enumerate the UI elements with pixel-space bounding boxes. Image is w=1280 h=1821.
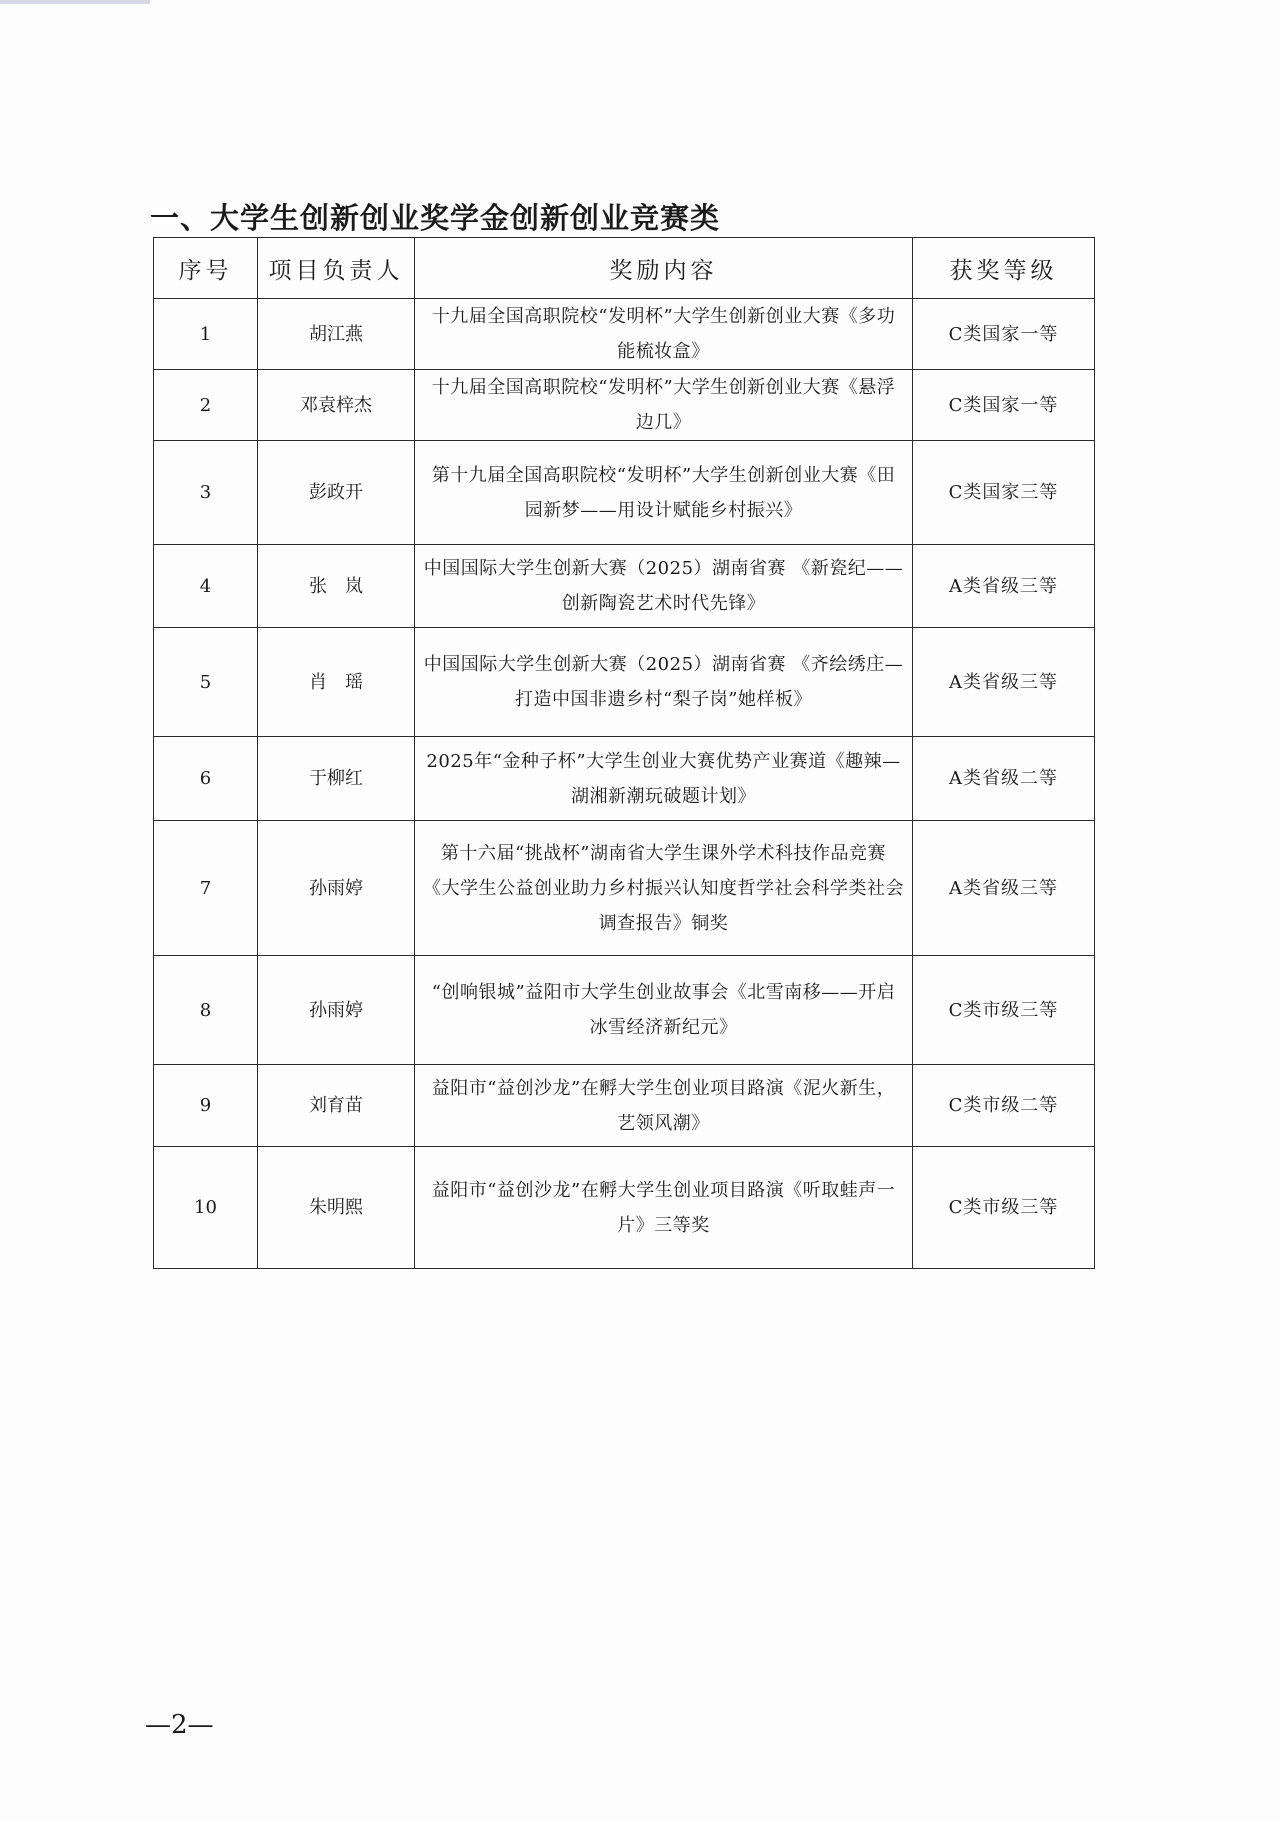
table-row bbox=[154, 1065, 1095, 1147]
row-grade: A类省级三等 bbox=[913, 821, 1095, 956]
row-grade: C类市级三等 bbox=[913, 956, 1095, 1065]
row-seq: 6 bbox=[154, 737, 258, 821]
header-content: 奖励内容 bbox=[415, 238, 913, 299]
table-row bbox=[154, 441, 1095, 545]
table-row bbox=[154, 370, 1095, 441]
row-leader: 胡江燕 bbox=[258, 299, 415, 370]
row-grade: C类国家一等 bbox=[913, 299, 1095, 370]
row-leader: 张 岚 bbox=[258, 545, 415, 628]
row-content: 十九届全国高职院校“发明杯”大学生创新创业大赛《悬浮边几》 bbox=[415, 370, 913, 441]
row-leader: 于柳红 bbox=[258, 737, 415, 821]
row-leader: 彭政开 bbox=[258, 441, 415, 545]
header-seq: 序号 bbox=[154, 238, 258, 299]
table-row bbox=[154, 545, 1095, 628]
header-grade: 获奖等级 bbox=[913, 238, 1095, 299]
scan-edge-mark bbox=[0, 0, 150, 4]
row-leader: 朱明熙 bbox=[258, 1147, 415, 1269]
row-content: 益阳市“益创沙龙”在孵大学生创业项目路演《听取蛙声一片》三等奖 bbox=[415, 1147, 913, 1269]
page-number: —2— bbox=[145, 1710, 214, 1740]
table-header-row bbox=[154, 238, 1095, 299]
row-seq: 1 bbox=[154, 299, 258, 370]
row-grade: C类国家一等 bbox=[913, 370, 1095, 441]
row-grade: A类省级二等 bbox=[913, 737, 1095, 821]
row-seq: 7 bbox=[154, 821, 258, 956]
row-leader: 孙雨婷 bbox=[258, 956, 415, 1065]
row-content: 十九届全国高职院校“发明杯”大学生创新创业大赛《多功能梳妆盒》 bbox=[415, 299, 913, 370]
table-row bbox=[154, 628, 1095, 737]
row-leader: 邓袁梓杰 bbox=[258, 370, 415, 441]
row-seq: 8 bbox=[154, 956, 258, 1065]
awards-table bbox=[153, 237, 1095, 1269]
table-row bbox=[154, 737, 1095, 821]
row-seq: 2 bbox=[154, 370, 258, 441]
table-row bbox=[154, 299, 1095, 370]
row-content: 2025年“金种子杯”大学生创业大赛优势产业赛道《趣辣—湖湘新潮玩破题计划》 bbox=[415, 737, 913, 821]
row-seq: 5 bbox=[154, 628, 258, 737]
row-content: 第十六届“挑战杯”湖南省大学生课外学术科技作品竞赛《大学生公益创业助力乡村振兴认知度哲学社会科学类社会调查报告》铜奖 bbox=[415, 821, 913, 956]
row-seq: 4 bbox=[154, 545, 258, 628]
row-content: 益阳市“益创沙龙”在孵大学生创业项目路演《泥火新生，艺领风潮》 bbox=[415, 1065, 913, 1147]
row-leader: 肖 瑶 bbox=[258, 628, 415, 737]
row-grade: C类市级三等 bbox=[913, 1147, 1095, 1269]
row-content: “创响银城”益阳市大学生创业故事会《北雪南移——开启冰雪经济新纪元》 bbox=[415, 956, 913, 1065]
row-leader: 刘育苗 bbox=[258, 1065, 415, 1147]
row-content: 第十九届全国高职院校“发明杯”大学生创新创业大赛《田园新梦——用设计赋能乡村振兴》 bbox=[415, 441, 913, 545]
section-title: 一、大学生创新创业奖学金创新创业竞赛类 bbox=[150, 201, 721, 235]
row-seq: 9 bbox=[154, 1065, 258, 1147]
table-row bbox=[154, 956, 1095, 1065]
row-seq: 3 bbox=[154, 441, 258, 545]
header-leader: 项目负责人 bbox=[258, 238, 415, 299]
row-content: 中国国际大学生创新大赛（2025）湖南省赛 《新瓷纪——创新陶瓷艺术时代先锋》 bbox=[415, 545, 913, 628]
row-grade: C类国家三等 bbox=[913, 441, 1095, 545]
table-row bbox=[154, 1147, 1095, 1269]
row-content: 中国国际大学生创新大赛（2025）湖南省赛 《齐绘绣庄—打造中国非遗乡村“梨子岗”她样板》 bbox=[415, 628, 913, 737]
row-leader: 孙雨婷 bbox=[258, 821, 415, 956]
table-row bbox=[154, 821, 1095, 956]
row-grade: A类省级三等 bbox=[913, 545, 1095, 628]
row-grade: A类省级三等 bbox=[913, 628, 1095, 737]
row-seq: 10 bbox=[154, 1147, 258, 1269]
row-grade: C类市级二等 bbox=[913, 1065, 1095, 1147]
